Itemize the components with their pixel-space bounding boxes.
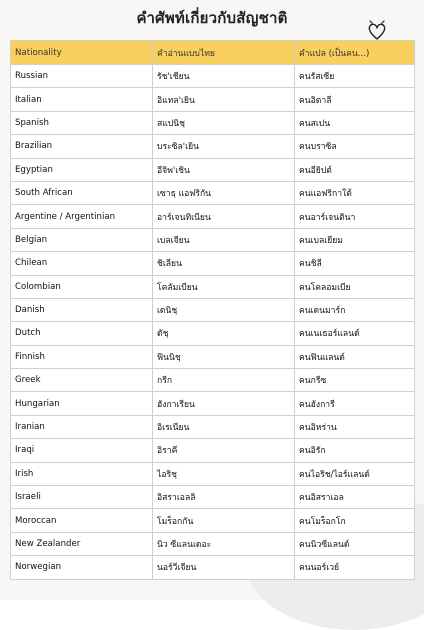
cell-translation: คนเดนมาร์ก xyxy=(295,298,415,321)
cell-translation: คนเบลเยียม xyxy=(295,228,415,251)
cell-thai-reading: โคลัมเบียน xyxy=(153,275,295,298)
header-thai-reading: คำอ่านแบบไทย xyxy=(153,41,295,65)
cell-thai-reading: นอร์วีเจียน xyxy=(153,556,295,579)
table-row xyxy=(11,275,415,298)
cell-thai-reading: อิเรเนียน xyxy=(153,415,295,438)
cell-thai-reading: รัช'เชียน xyxy=(153,65,295,88)
cell-translation: คนไอริช/ไอร์แลนด์ xyxy=(295,462,415,485)
cell-translation: คนฮังการี xyxy=(295,392,415,415)
cell-nationality: Hungarian xyxy=(11,392,153,415)
cell-translation: คนโคลอมเบีย xyxy=(295,275,415,298)
cell-translation: คนกรีซ xyxy=(295,369,415,392)
cell-translation: คนอาร์เจนตินา xyxy=(295,205,415,228)
table-row xyxy=(11,135,415,158)
cell-translation: คนอิสราเอล xyxy=(295,486,415,509)
cell-translation: คนอิรัก xyxy=(295,439,415,462)
cell-thai-reading: อิแทล'เยิน xyxy=(153,88,295,111)
table-row xyxy=(11,509,415,532)
cell-translation: คนอิหร่าน xyxy=(295,415,415,438)
cell-nationality: Israeli xyxy=(11,486,153,509)
cell-translation: คนแอฟริกาใต้ xyxy=(295,181,415,204)
table-row xyxy=(11,369,415,392)
nationality-table-container xyxy=(10,40,414,580)
cell-thai-reading: กรีก xyxy=(153,369,295,392)
table-row xyxy=(11,532,415,555)
cell-nationality: Russian xyxy=(11,65,153,88)
cell-translation: คนชิลี xyxy=(295,252,415,275)
cell-nationality: Finnish xyxy=(11,345,153,368)
cell-nationality: Danish xyxy=(11,298,153,321)
cell-nationality: Irish xyxy=(11,462,153,485)
page-title: คำศัพท์เกี่ยวกับสัญชาติ xyxy=(136,9,288,27)
table-row xyxy=(11,462,415,485)
cell-thai-reading: เบลเจียน xyxy=(153,228,295,251)
header-nationality: Nationality xyxy=(11,41,153,65)
cell-translation: คนนิวซีแลนด์ xyxy=(295,532,415,555)
table-row xyxy=(11,322,415,345)
table-row xyxy=(11,392,415,415)
cell-nationality: New Zealander xyxy=(11,532,153,555)
nationality-table xyxy=(10,40,415,580)
cell-nationality: Moroccan xyxy=(11,509,153,532)
cell-thai-reading: อีจิพ'เชิน xyxy=(153,158,295,181)
table-row xyxy=(11,486,415,509)
cell-nationality: Dutch xyxy=(11,322,153,345)
cell-thai-reading: เซาธฺ แอฟริกัน xyxy=(153,181,295,204)
heart-doodle-icon xyxy=(366,20,388,42)
cell-thai-reading: อิราคี xyxy=(153,439,295,462)
cell-nationality: Iraqi xyxy=(11,439,153,462)
table-row xyxy=(11,345,415,368)
table-row xyxy=(11,439,415,462)
cell-thai-reading: โมร็อกกัน xyxy=(153,509,295,532)
cell-thai-reading: ชิเลียน xyxy=(153,252,295,275)
table-row xyxy=(11,158,415,181)
cell-thai-reading: สแปนิชฺ xyxy=(153,111,295,134)
table-row xyxy=(11,298,415,321)
cell-nationality: Chilean xyxy=(11,252,153,275)
table-header-row xyxy=(11,41,415,65)
cell-translation: คนนอร์เวย์ xyxy=(295,556,415,579)
cell-translation: คนบราซิล xyxy=(295,135,415,158)
cell-nationality: Argentine / Argentinian xyxy=(11,205,153,228)
cell-thai-reading: ไอริชฺ xyxy=(153,462,295,485)
cell-translation: คนอิตาลี xyxy=(295,88,415,111)
table-row xyxy=(11,205,415,228)
table-row xyxy=(11,111,415,134)
cell-translation: คนฟินแลนด์ xyxy=(295,345,415,368)
cell-nationality: Colombian xyxy=(11,275,153,298)
cell-nationality: South African xyxy=(11,181,153,204)
cell-nationality: Norwegian xyxy=(11,556,153,579)
table-row xyxy=(11,556,415,579)
cell-translation: คนสเปน xyxy=(295,111,415,134)
table-row xyxy=(11,228,415,251)
cell-translation: คนอียิปต์ xyxy=(295,158,415,181)
cell-thai-reading: นิว ซีแลนเดอะ xyxy=(153,532,295,555)
table-body xyxy=(11,65,415,580)
cell-nationality: Belgian xyxy=(11,228,153,251)
cell-nationality: Egyptian xyxy=(11,158,153,181)
cell-thai-reading: ฮังกาเรียน xyxy=(153,392,295,415)
cell-nationality: Brazilian xyxy=(11,135,153,158)
table-row xyxy=(11,181,415,204)
cell-nationality: Greek xyxy=(11,369,153,392)
cell-translation: คนโมร็อกโก xyxy=(295,509,415,532)
cell-thai-reading: ฟินนิชฺ xyxy=(153,345,295,368)
cell-translation: คนเนเธอร์แลนด์ xyxy=(295,322,415,345)
cell-translation: คนรัสเซีย xyxy=(295,65,415,88)
table-row xyxy=(11,88,415,111)
cell-thai-reading: ดัชฺ xyxy=(153,322,295,345)
cell-nationality: Spanish xyxy=(11,111,153,134)
cell-thai-reading: บระซิล'เยิน xyxy=(153,135,295,158)
cell-thai-reading: เดนิชฺ xyxy=(153,298,295,321)
header-translation: คำแปล (เป็นคน...) xyxy=(295,41,415,65)
table-row xyxy=(11,252,415,275)
table-row xyxy=(11,65,415,88)
cell-thai-reading: อิสราเอลลิ xyxy=(153,486,295,509)
table-row xyxy=(11,415,415,438)
cell-nationality: Italian xyxy=(11,88,153,111)
cell-thai-reading: อาร์เจนทิเนียน xyxy=(153,205,295,228)
cell-nationality: Iranian xyxy=(11,415,153,438)
